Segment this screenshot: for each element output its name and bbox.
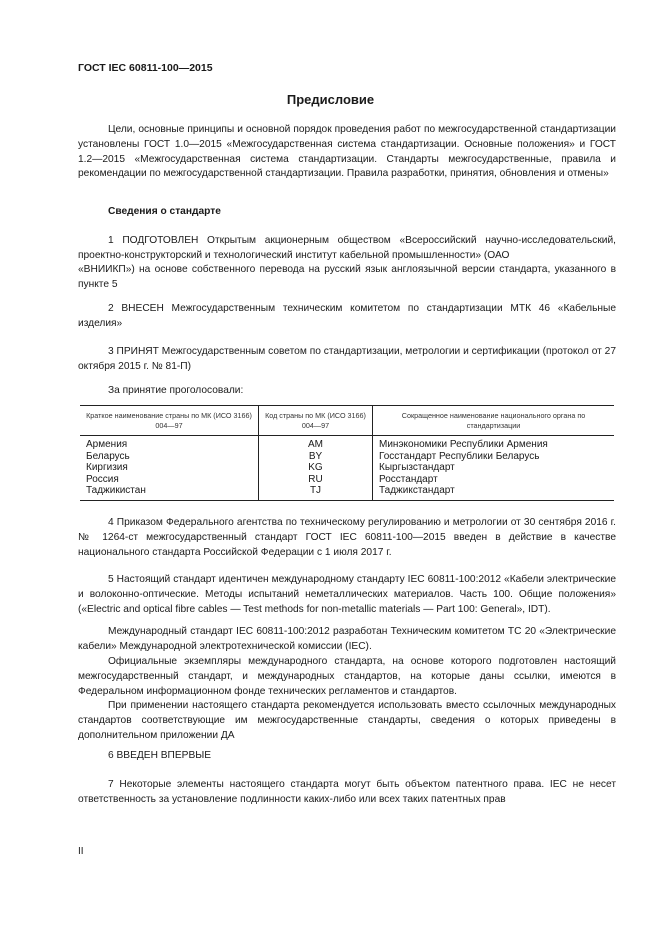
item-1-line2: «ВНИИКП») на основе собственного перевода на русский язык англоязычной версии стандарта, указанного в пункте 5	[78, 264, 616, 290]
item-5-paragraph-b: Международный стандарт IEC 60811-100:2012 разработан Техническим комитетом TC 20 «Электрические кабели» Международной электротехнической комиссии (IEC).	[78, 626, 616, 652]
item-7-paragraph: 7 Некоторые элементы настоящего стандарта могут быть объектом патентного права. IEC не несет ответственность за установление подлинности каких-либо или всех таких патентных прав	[78, 779, 616, 805]
item-1-line1: 1 ПОДГОТОВЛЕН Открытым акционерным обществом «Всероссийский научно-исследовательский, проектно-конструкторский и технологический институт кабельной промышленности» (ОАО	[78, 235, 616, 261]
table-header-country: Краткое наименование страны по МК (ИСО 3166) 004—97	[80, 406, 259, 436]
table-header-code: Код страны по МК (ИСО 3166) 004—97	[259, 406, 373, 436]
intro-paragraph: Цели, основные принципы и основной порядок проведения работ по межгосударственной стандартизации установлены ГОСТ 1.0—2015 «Межгосударственная система стандартизации. Основные положения» и ГОСТ 1.2—2015 «Межгосударственная система стандартизации. Стандарты межгосударственные, правила и рекомендации по межгосударственной стандартизации. Правила разработки, принятия, обновления и отмены»	[78, 124, 616, 180]
page-title: Предисловие	[286, 92, 375, 107]
item-4-paragraph: 4 Приказом Федерального агентства по техническому регулированию и метрологии от 30 сентября 2016 г. № 1264-ст межгосударственный стандарт ГОСТ IEC 60811-100—2015 введен в действие в качестве национального стандарта Российской Федерации с 1 июля 2017 г.	[78, 517, 616, 558]
vote-label: За принятие проголосовали:	[108, 385, 244, 396]
countries-table	[80, 405, 614, 501]
table-cell-bodies: Минэкономики Республики Армения Госстандарт Республики Беларусь Кыргызстандарт Росстандарт Таджикстандарт	[373, 436, 615, 501]
item-6-paragraph: 6 ВВЕДЕН ВПЕРВЫЕ	[108, 750, 212, 761]
table-header-row	[80, 406, 614, 436]
item-3-paragraph: 3 ПРИНЯТ Межгосударственным советом по стандартизации, метрологии и сертификации (протокол от 27 октября 2015 г. № 81-П)	[78, 346, 616, 372]
item-5-paragraph-d: При применении настоящего стандарта рекомендуется использовать вместо ссылочных международных стандартов соответствующие им межгосударственные стандарты, сведения о которых приведены в дополнительном приложении ДА	[78, 700, 616, 741]
table-cell-codes: AM BY KG RU TJ	[259, 436, 373, 501]
table-cell-countries: Армения Беларусь Киргизия Россия Таджикистан	[80, 436, 259, 501]
section-heading: Сведения о стандарте	[108, 206, 221, 217]
document-header: ГОСТ IEC 60811-100—2015	[78, 62, 213, 74]
item-5-paragraph-c: Официальные экземпляры международного стандарта, на основе которого подготовлен настоящий межгосударственный стандарт, и международных стандартов, на которые даны ссылки, имеются в Федеральном информационном фонде технических регламентов и стандартов.	[78, 656, 616, 697]
table-header-body: Сокращенное наименование национального органа по стандартизации	[373, 406, 615, 436]
item-2-paragraph: 2 ВНЕСЕН Межгосударственным техническим комитетом по стандартизации МТК 46 «Кабельные изделия»	[78, 303, 616, 329]
page-number: II	[78, 846, 84, 857]
item-5-paragraph: 5 Настоящий стандарт идентичен международному стандарту IEC 60811-100:2012 «Кабели электрические и волоконно-оптические. Методы испытаний неметаллических материалов. Часть 100. Общие положения» («Electric and optical fibre cables — Test methods for non-metallic materials — Part 100: General», IDT).	[78, 574, 616, 615]
table-row	[80, 436, 614, 501]
